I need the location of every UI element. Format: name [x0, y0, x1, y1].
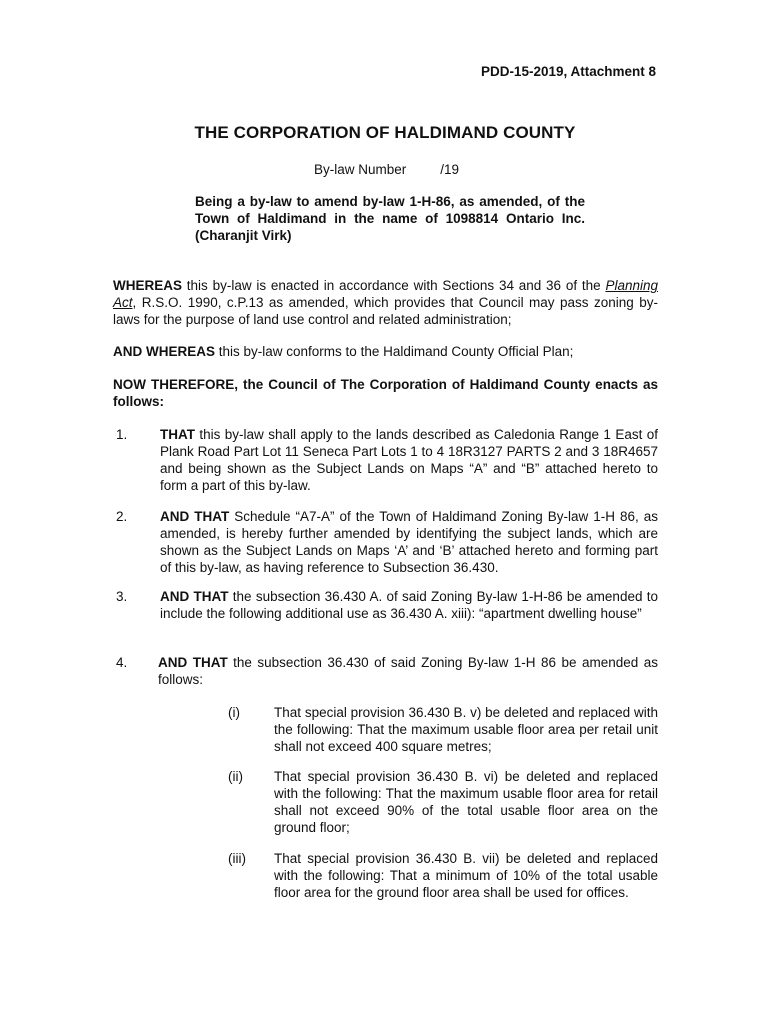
item-body [160, 508, 658, 576]
item-lead: THAT [160, 427, 195, 442]
bylaw-number-label: By-law Number [314, 162, 407, 177]
sub-item-number: (ii) [228, 769, 243, 784]
bylaw-number [314, 162, 459, 177]
item-lead: AND THAT [160, 589, 229, 604]
sub-item-text: That special provision 36.430 B. v) be deleted and replaced with the following: That the maximum usable floor area per retail unit shall not exceed 400 square metres; [274, 705, 658, 754]
document-reference: PDD-15-2019, Attachment 8 [480, 64, 656, 79]
item-body [160, 588, 658, 622]
whereas-paragraph [113, 277, 658, 328]
sub-item-number: (i) [228, 705, 240, 720]
item-number: 1. [116, 427, 128, 442]
item-number: 4. [116, 655, 128, 670]
and-whereas-paragraph [113, 343, 658, 360]
now-therefore-paragraph: NOW THEREFORE, the Council of The Corporation of Haldimand County enacts as follows: [113, 377, 658, 409]
sub-item-number: (iii) [228, 851, 246, 866]
item-text: the subsection 36.430 of said Zoning By-law 1-H 86 be amended as follows: [158, 655, 658, 687]
page-title: THE CORPORATION OF HALDIMAND COUNTY [194, 123, 576, 142]
item-text: this by-law shall apply to the lands described as Caledonia Range 1 East of Plank Road Part Lot 11 Seneca Part Lots 1 to 4 18R3127 PARTS 2 and 3 18R4657 and being shown as the Subject Lands on Maps “A” and “B” attached hereto to form a part of this by-law. [160, 427, 658, 493]
and-whereas-text: this by-law conforms to the Haldimand County Official Plan; [215, 344, 574, 359]
item-lead: AND THAT [160, 509, 230, 524]
item-body [160, 426, 658, 494]
sub-item-text: That special provision 36.430 B. vii) be deleted and replaced with the following: That a minimum of 10% of the total usable floor area for the ground floor area shall be used for offices. [274, 851, 658, 900]
and-whereas-lead: AND WHEREAS [113, 344, 216, 359]
sub-item-text: That special provision 36.430 B. vi) be deleted and replaced with the following: That the maximum usable floor area for retail shall not exceed 90% of the total usable floor area on the ground floor; [274, 769, 658, 835]
item-body [158, 654, 658, 688]
whereas-lead: WHEREAS [113, 278, 183, 293]
item-text: the subsection 36.430 A. of said Zoning By-law 1-H-86 be amended to include the following additional use as 36.430 A. xiii): “apartment dwelling house” [160, 589, 658, 621]
bylaw-purpose: Being a by-law to amend by-law 1-H-86, as amended, of the Town of Haldimand in the name of 1098814 Ontario Inc. (Charanjit Virk) [195, 194, 585, 243]
whereas-text-a: this by-law is enacted in accordance with Sections 34 and 36 of the [182, 278, 606, 293]
item-text: Schedule “A7-A” of the Town of Haldimand Zoning By-law 1-H 86, as amended, is hereby further amended by identifying the subject lands, which are shown as the Subject Lands on Maps ‘A’ and ‘B’ attached hereto and forming part of this by-law, as having reference to Subsection 36.430. [160, 509, 658, 575]
item-number: 2. [116, 509, 128, 524]
item-lead: AND THAT [158, 655, 228, 670]
item-number: 3. [116, 589, 128, 604]
bylaw-number-year: /19 [440, 162, 460, 177]
planning-act-ref: Planning Act [113, 278, 658, 310]
whereas-text-b: , R.S.O. 1990, c.P.13 as amended, which provides that Council may pass zoning by-laws for the purpose of land use control and related administration; [113, 295, 658, 327]
